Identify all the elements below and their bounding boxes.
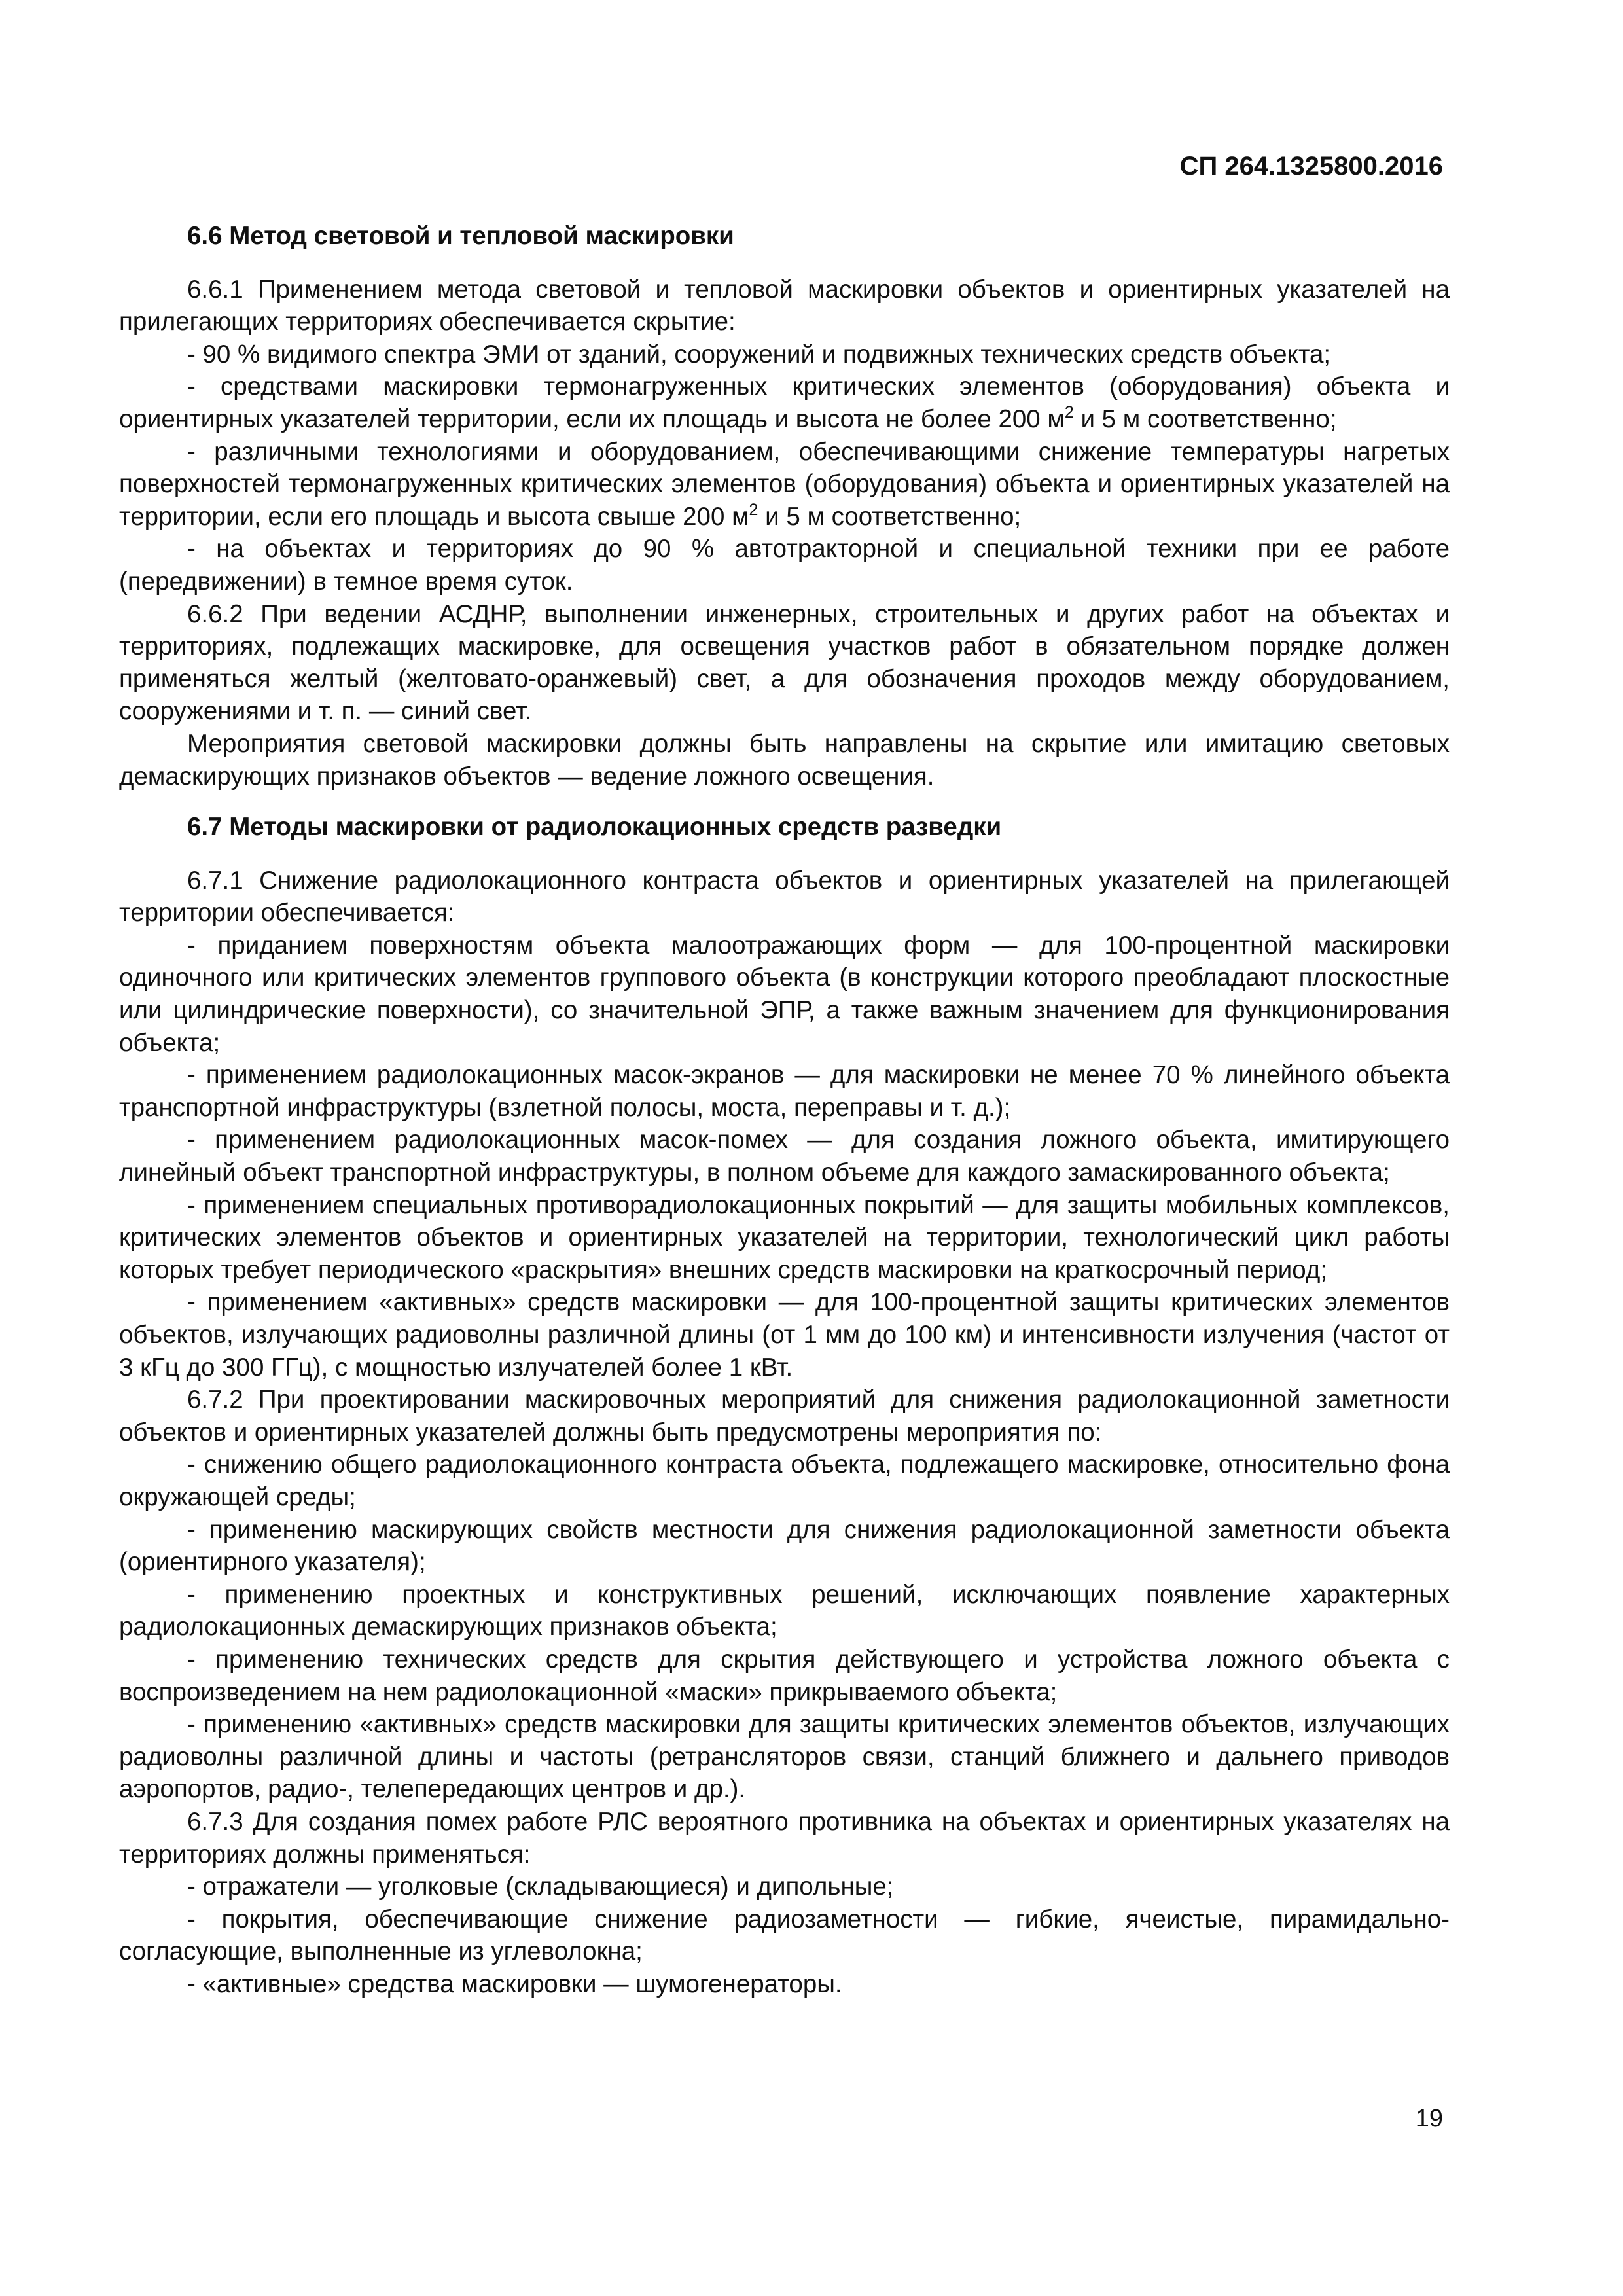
list-item: - приданием поверхностям объекта малоотражающих форм — для 100-процентной маскировки одиночного или критических элементов группового объекта (в конструкции которого преобладают плоскостные или цилиндрические поверхности), со значительной ЭПР, а также важным значением для функционирования объекта; [119,931,1450,1057]
list-item: - применением радиолокационных масок-экранов — для маскировки не менее 70 % линейного объекта транспортной инфраструктуры (взлетной полосы, моста, переправы и т. д.); [119,1061,1450,1122]
paragraph-6-7-2: 6.7.2 При проектировании маскировочных мероприятий для снижения радиолокационной заметности объектов и ориентирных указателей должны быть предусмотрены мероприятия по: [119,1386,1450,1446]
paragraph-6-7-1: 6.7.1 Снижение радиолокационного контраста объектов и ориентирных указателей на прилегающей территории обеспечивается: [119,866,1450,927]
page-body [119,220,1450,2000]
page-number: 19 [1415,2105,1443,2132]
list-item: - средствами маскировки термонагруженных критических элементов (оборудования) объекта и ориентирных указателей территории, если их площадь и высота не более 200 $м^2$ и 5 м соответственно; [119,372,1450,433]
section-heading-6-6: 6.6 Метод световой и тепловой маскировки [187,222,734,250]
list-item: - применением радиолокационных масок-помех — для создания ложного объекта, имитирующего линейный объект транспортной инфраструктуры, в полном объеме для каждого замаскированного объекта; [119,1126,1450,1187]
list-item: - «активные» средства маскировки — шумогенераторы. [187,1969,842,1998]
list-item: - на объектах и территориях до 90 % автотракторной и специальной техники при ее работе (передвижении) в темное время суток. [119,535,1450,596]
list-item: - применению проектных и конструктивных решений, исключающих появление характерных радиолокационных демаскирующих признаков объекта; [119,1580,1450,1641]
list-item: - применению маскирующих свойств местности для снижения радиолокационной заметности объекта (ориентирного указателя); [119,1515,1450,1577]
list-item: - различными технологиями и оборудованием, обеспечивающими снижение температуры нагретых поверхностей термонагруженных критических элементов (оборудования) объекта и ориентирных указателей на территории, если его площадь и высота свыше 200 $м^2$ и 5 м соответственно; [119,437,1450,531]
document-code: СП 264.1325800.2016 [1179,152,1443,181]
list-item: - 90 % видимого спектра ЭМИ от зданий, сооружений и подвижных технических средств объекта; [187,340,1331,368]
list-item: - покрытия, обеспечивающие снижение радиозаметности — гибкие, ячеистые, пирамидально-согласующие, выполненные из углеволокна; [119,1905,1450,1966]
paragraph-6-6-2: 6.6.2 При ведении АСДНР, выполнении инженерных, строительных и других работ на объектах и территориях, подлежащих маскировке, для освещения участков работ в обязательном порядке должен применяться желтый (желтовато-оранжевый) свет, а для обозначения проходов между оборудованием, сооружениями и т. п. — синий свет. [119,600,1450,726]
paragraph-6-6-1: 6.6.1 Применением метода световой и тепловой маскировки объектов и ориентирных указателей на прилегающих территориях обеспечивается скрытие: [119,275,1450,336]
list-item: - применению технических средств для скрытия действующего и устройства ложного объекта с воспроизведением на нем радиолокационной «маски» прикрываемого объекта; [119,1645,1450,1706]
paragraph: Мероприятия световой маскировки должны быть направлены на скрытие или имитацию световых демаскирующих признаков объектов — ведение ложного освещения. [119,729,1450,791]
list-item: - применению «активных» средств маскировки для защиты критических элементов объектов, излучающих радиоволны различной длины и частоты (ретрансляторов связи, станций ближнего и дальнего приводов аэропортов, радио-, телепередающих центров и др.). [119,1710,1450,1804]
paragraph-6-7-3: 6.7.3 Для создания помех работе РЛС вероятного противника на объектах и ориентирных указателях на территориях должны применяться: [119,1807,1450,1869]
list-item: - снижению общего радиолокационного контраста объекта, подлежащего маскировке, относительно фона окружающей среды; [119,1450,1450,1511]
section-heading-6-7: 6.7 Методы маскировки от радиолокационных средств разведки [187,813,1002,842]
list-item: - применением «активных» средств маскировки — для 100-процентной защиты критических элементов объектов, излучающих радиоволны различной длины (от 1 мм до 100 км) и интенсивности излучения (частот от 3 кГц до 300 ГГц), с мощностью излучателей более 1 кВт. [119,1288,1450,1382]
list-item: - отражатели — уголковые (складывающиеся) и дипольные; [187,1873,894,1901]
list-item: - применением специальных противорадиолокационных покрытий — для защиты мобильных комплексов, критических элементов объектов и ориентирных указателей на территории, технологический цикл работы которых требует периодического «раскрытия» внешних средств маскировки на краткосрочный период; [119,1191,1450,1284]
